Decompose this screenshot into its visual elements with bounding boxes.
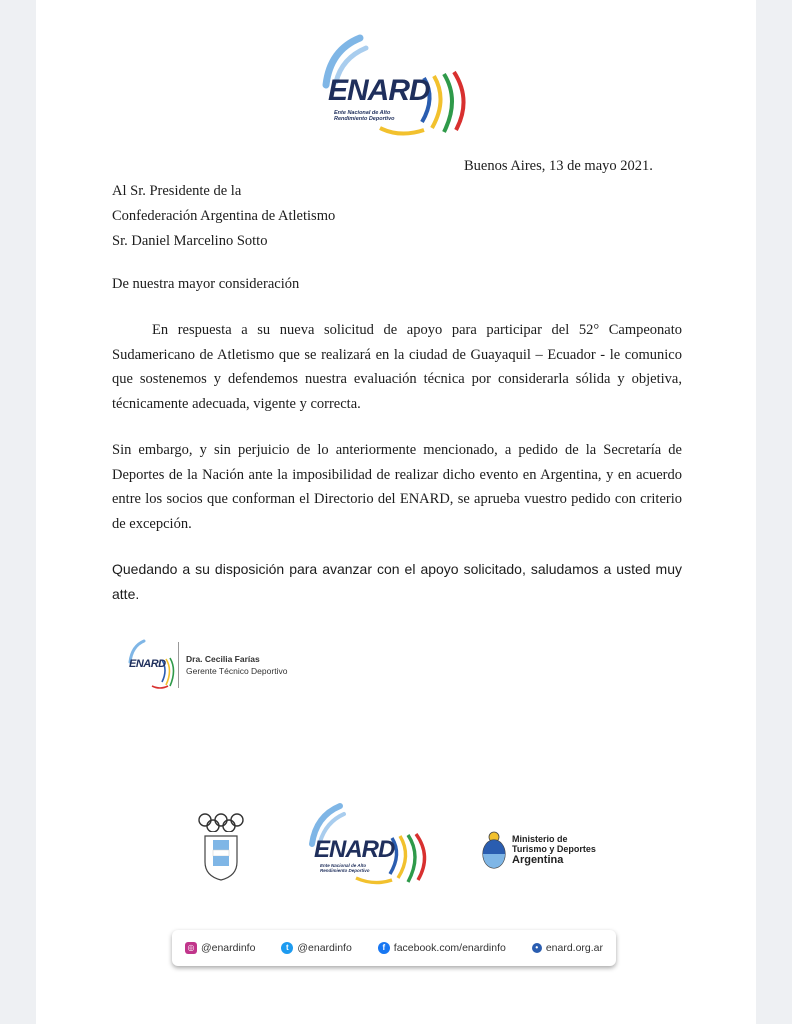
signature-name: Dra. Cecilia Farías — [186, 654, 260, 664]
social-facebook[interactable] — [378, 942, 506, 954]
recipient-line1: Al Sr. Presidente de la — [112, 183, 242, 199]
enard-header-logo — [320, 30, 480, 140]
footer-logo-subtitle — [320, 864, 370, 874]
social-instagram[interactable] — [185, 942, 255, 954]
instagram-icon: ◎ — [185, 942, 197, 954]
facebook-icon: f — [378, 942, 390, 954]
footer-logo-subtitle-line2: Rendimiento Deportivo — [320, 867, 370, 873]
signature-divider — [178, 642, 179, 688]
signature-role: Gerente Técnico Deportivo — [186, 666, 288, 676]
recipient-line3: Sr. Daniel Marcelino Sotto — [112, 233, 268, 249]
enard-footer-logo — [308, 800, 438, 888]
argentina-shield-icon — [201, 834, 241, 882]
letter-page — [36, 0, 756, 1024]
header-logo-subtitle — [334, 110, 395, 122]
social-web[interactable] — [532, 942, 603, 954]
olympic-rings-icon — [196, 812, 246, 832]
body-paragraph-1: En respuesta a su nueva solicitud de apoyo para participar del 52° Campeonato Sudamericano de Atletismo que se realizará en la ciudad de Guayaquil – Ecuador - le comunico que sostenemos y defendemos nuestra evaluación técnica por considerarla sólida y objetiva, técnicamente adecuada, vigente y correcta. — [112, 322, 682, 412]
ministry-line3: Argentina — [512, 854, 564, 866]
salutation: De nuestra mayor consideración — [112, 276, 300, 292]
header-logo-wordmark: ENARD — [328, 74, 430, 107]
footer-logo-wordmark: ENARD — [314, 836, 395, 863]
recipient-block — [112, 179, 335, 254]
header-logo-subtitle-line1: Ente Nacional de Alto — [334, 110, 391, 116]
footer-logo-subtitle-line1: Ente Nacional de Alto — [320, 863, 367, 868]
coa-logo — [196, 812, 246, 884]
ministry-text — [512, 834, 596, 867]
twitter-handle: @enardinfo — [297, 942, 352, 954]
argentina-coat-of-arms-icon — [480, 830, 508, 870]
signature-block — [126, 638, 326, 694]
place-date: Buenos Aires, 13 de mayo 2021. — [464, 158, 653, 174]
recipient-line2: Confederación Argentina de Atletismo — [112, 208, 336, 224]
signature-logo-wordmark: ENARD — [129, 658, 166, 670]
twitter-icon: t — [281, 942, 293, 954]
facebook-url: facebook.com/enardinfo — [393, 942, 506, 954]
social-bar — [172, 930, 616, 966]
social-twitter[interactable] — [281, 942, 351, 954]
closing-paragraph: Quedando a su disposición para avanzar con el apoyo solicitado, saludamos a usted muy atte. — [112, 561, 682, 602]
ministry-line1: Ministerio de — [512, 834, 568, 844]
ministry-line2: Turismo y Deportes — [512, 844, 596, 854]
web-url: enard.org.ar — [545, 942, 604, 954]
ministry-logo — [480, 830, 620, 874]
body-paragraph-2: Sin embargo, y sin perjuicio de lo anteriormente mencionado, a pedido de la Secretaría de Deportes de la Nación ante la imposibilidad de realizar dicho evento en Argentina, y en acuerdo entre los socios que conforman el Directorio del ENARD, se aprueba vuestro pedido con criterio de excepción. — [112, 442, 682, 532]
instagram-handle: @enardinfo — [200, 942, 256, 954]
globe-icon: • — [532, 943, 542, 953]
header-logo-subtitle-line2: Rendimiento Deportivo — [334, 116, 395, 123]
